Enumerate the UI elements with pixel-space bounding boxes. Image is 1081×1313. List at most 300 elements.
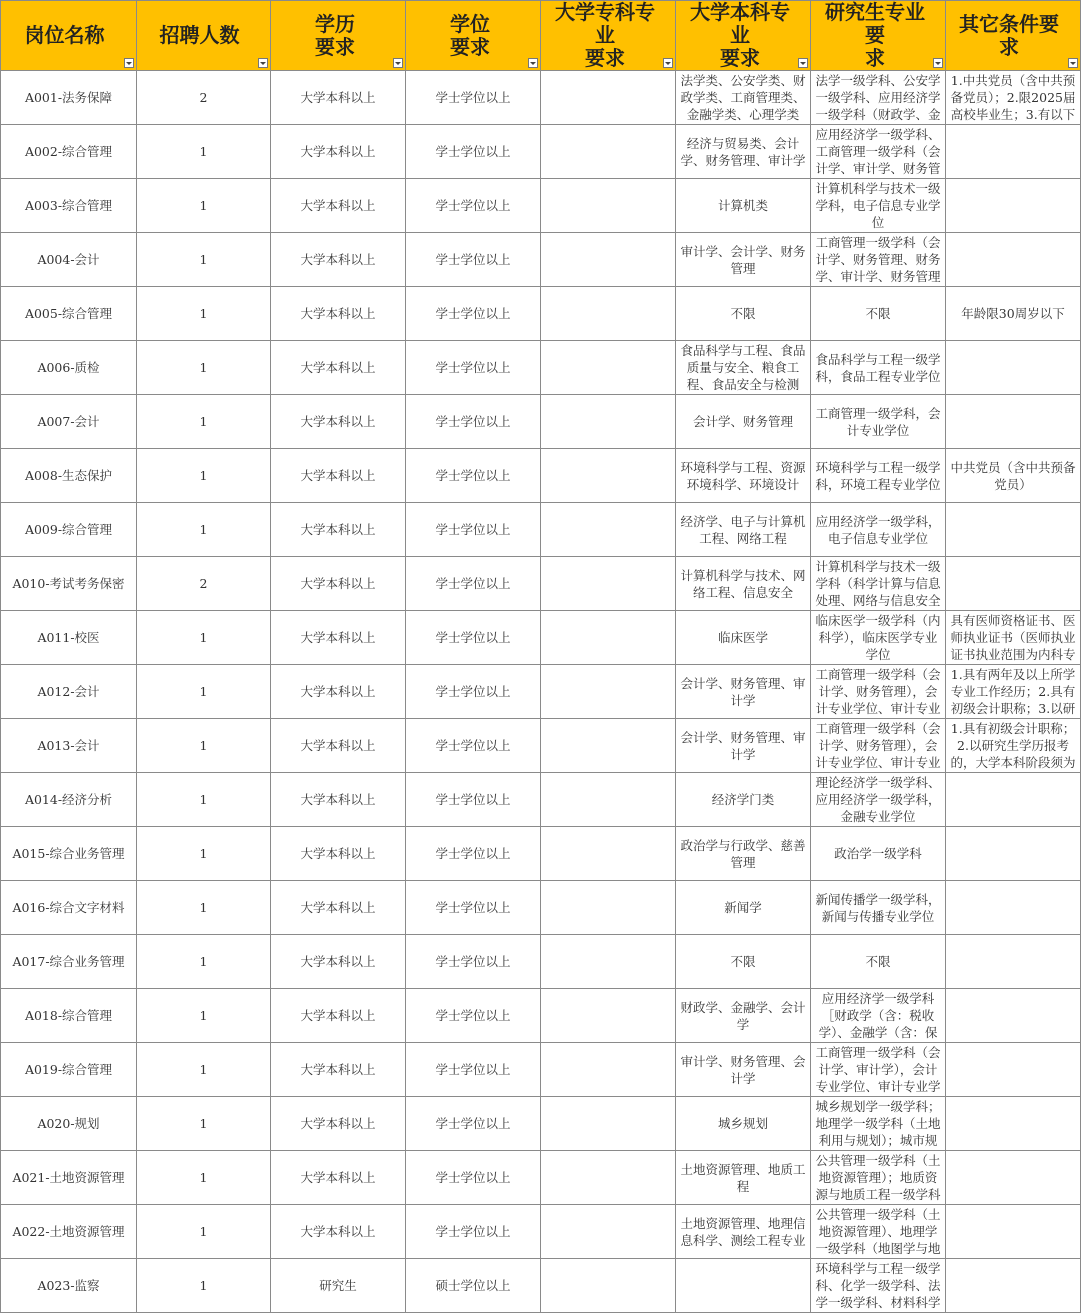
cell-college-major[interactable] [541,287,676,341]
cell-count-text: 2 [199,576,208,591]
cell-bachelor-major[interactable] [676,719,811,773]
cell-position[interactable] [1,1151,137,1205]
cell-degree[interactable] [406,395,541,449]
cell-degree-text: 学士学位以上 [435,198,511,213]
cell-bachelor-major[interactable] [676,827,811,881]
cell-education-text: 大学本科以上 [300,684,376,699]
cell-bachelor-major-text: 土地资源管理、地理信息科学、测绘工程专业 [680,1215,806,1248]
cell-degree[interactable] [406,1151,541,1205]
cell-graduate-major[interactable] [811,773,946,827]
cell-other-text: 1.具有初级会计职称；2.以研究生学历报考的，大学本科阶段须为 [950,721,1076,770]
cell-graduate-major[interactable] [811,71,946,125]
cell-college-major[interactable] [541,989,676,1043]
header-other [946,1,1081,71]
cell-education-text: 大学本科以上 [300,738,376,753]
cell-degree-text: 学士学位以上 [435,252,511,267]
cell-position[interactable] [1,557,137,611]
cell-count[interactable] [137,1205,271,1259]
cell-other[interactable] [946,665,1081,719]
cell-bachelor-major-text: 会计学、财务管理 [692,414,793,429]
filter-dropdown-icon[interactable] [798,58,808,68]
cell-count[interactable] [137,395,271,449]
cell-degree[interactable] [406,773,541,827]
cell-education[interactable] [271,773,406,827]
cell-bachelor-major[interactable] [676,503,811,557]
cell-graduate-major[interactable] [811,1205,946,1259]
cell-education-text: 大学本科以上 [300,522,376,537]
cell-other[interactable] [946,827,1081,881]
cell-other[interactable] [946,287,1081,341]
cell-other[interactable] [946,503,1081,557]
filter-dropdown-icon[interactable] [1068,58,1078,68]
cell-graduate-major[interactable] [811,395,946,449]
cell-graduate-major[interactable] [811,341,946,395]
cell-other[interactable] [946,611,1081,665]
cell-graduate-major[interactable] [811,881,946,935]
cell-bachelor-major-text: 计算机科学与技术、网络工程、信息安全 [680,567,806,600]
cell-bachelor-major-text: 城乡规划 [717,1116,768,1131]
cell-other[interactable] [946,233,1081,287]
cell-graduate-major[interactable] [811,179,946,233]
cell-college-major[interactable] [541,611,676,665]
cell-count[interactable] [137,611,271,665]
cell-graduate-major-text: 计算机科学与技术一级学科（科学计算与信息处理、网络与信息安全 [815,559,941,608]
cell-degree[interactable] [406,71,541,125]
cell-degree[interactable] [406,611,541,665]
cell-degree[interactable] [406,1043,541,1097]
cell-education[interactable] [271,557,406,611]
cell-education[interactable] [271,179,406,233]
cell-college-major[interactable] [541,1205,676,1259]
filter-dropdown-icon[interactable] [258,58,268,68]
cell-other[interactable] [946,935,1081,989]
cell-graduate-major-text: 工商管理一级学科（会计学、财务管理、财务学、审计学、财务管理 [815,235,941,284]
cell-position[interactable] [1,935,137,989]
cell-graduate-major[interactable] [811,1151,946,1205]
cell-count[interactable] [137,557,271,611]
cell-bachelor-major-text: 审计学、会计学、财务管理 [680,243,806,276]
cell-degree-text: 硕士学位以上 [435,1278,511,1293]
cell-graduate-major-text: 不限 [865,954,891,969]
cell-graduate-major[interactable] [811,1097,946,1151]
cell-college-major[interactable] [541,881,676,935]
table-row [1,557,1081,611]
cell-bachelor-major-text: 环境科学与工程、资源环境科学、环境设计 [680,459,806,492]
cell-degree[interactable] [406,557,541,611]
cell-count-text: 1 [199,360,208,375]
cell-position[interactable] [1,341,137,395]
cell-degree[interactable] [406,665,541,719]
cell-education[interactable] [271,1043,406,1097]
cell-graduate-major[interactable] [811,1043,946,1097]
filter-dropdown-icon[interactable] [528,58,538,68]
cell-other[interactable] [946,341,1081,395]
cell-education[interactable] [271,1205,406,1259]
header-college-major-label: 大学专科专业 要求 [555,0,655,70]
cell-bachelor-major[interactable] [676,1097,811,1151]
cell-education[interactable] [271,665,406,719]
cell-degree-text: 学士学位以上 [435,1224,511,1239]
cell-position[interactable] [1,1043,137,1097]
cell-college-major[interactable] [541,935,676,989]
cell-other[interactable] [946,179,1081,233]
cell-other[interactable] [946,1205,1081,1259]
header-other-label: 其它条件要求 [959,11,1059,59]
cell-education[interactable] [271,989,406,1043]
cell-position[interactable] [1,449,137,503]
cell-college-major[interactable] [541,1151,676,1205]
cell-education-text: 大学本科以上 [300,198,376,213]
cell-graduate-major[interactable] [811,935,946,989]
header-graduate-major-label: 研究生专业要 求 [825,0,925,70]
cell-college-major[interactable] [541,503,676,557]
cell-position[interactable] [1,125,137,179]
cell-count[interactable] [137,665,271,719]
cell-graduate-major[interactable] [811,287,946,341]
cell-other-text: 具有医师资格证书、医师执业证书（医师执业证书执业范围为内科专 [950,613,1076,662]
cell-bachelor-major[interactable] [676,665,811,719]
cell-count-text: 1 [199,306,208,321]
cell-degree[interactable] [406,125,541,179]
cell-degree[interactable] [406,989,541,1043]
cell-bachelor-major-text: 不限 [730,306,756,321]
table-row [1,989,1081,1043]
cell-degree[interactable] [406,1205,541,1259]
cell-graduate-major-text: 计算机科学与技术一级学科，电子信息专业学位 [815,181,941,230]
cell-position-text: A007-会计 [37,414,100,429]
cell-bachelor-major[interactable] [676,287,811,341]
cell-graduate-major[interactable] [811,1259,946,1313]
cell-degree-text: 学士学位以上 [435,900,511,915]
cell-position[interactable] [1,503,137,557]
cell-bachelor-major-text: 经济学门类 [711,792,775,807]
cell-count-text: 1 [199,630,208,645]
cell-position[interactable] [1,1205,137,1259]
cell-degree[interactable] [406,1259,541,1313]
cell-count-text: 1 [199,846,208,861]
cell-graduate-major[interactable] [811,125,946,179]
cell-education[interactable] [271,287,406,341]
cell-other[interactable] [946,1259,1081,1313]
cell-education[interactable] [271,935,406,989]
cell-other[interactable] [946,125,1081,179]
cell-graduate-major-text: 政治学一级学科 [834,846,922,861]
cell-count[interactable] [137,881,271,935]
cell-position-text: A022-土地资源管理 [12,1224,125,1239]
cell-count[interactable] [137,935,271,989]
header-education [271,1,406,71]
cell-other[interactable] [946,719,1081,773]
cell-education[interactable] [271,827,406,881]
cell-count[interactable] [137,503,271,557]
cell-count[interactable] [137,1151,271,1205]
table-row [1,1043,1081,1097]
cell-education[interactable] [271,881,406,935]
cell-degree[interactable] [406,179,541,233]
cell-count[interactable] [137,287,271,341]
cell-education[interactable] [271,233,406,287]
cell-degree-text: 学士学位以上 [435,738,511,753]
cell-bachelor-major[interactable] [676,989,811,1043]
cell-count[interactable] [137,1259,271,1313]
cell-graduate-major[interactable] [811,449,946,503]
cell-education[interactable] [271,395,406,449]
cell-count-text: 1 [199,198,208,213]
cell-education[interactable] [271,719,406,773]
cell-bachelor-major-text: 经济学、电子与计算机工程、网络工程 [680,513,806,546]
cell-bachelor-major-text: 审计学、财务管理、会计学 [680,1053,806,1086]
cell-other[interactable] [946,449,1081,503]
cell-position-text: A018-综合管理 [24,1008,113,1023]
cell-position[interactable] [1,287,137,341]
cell-count-text: 1 [199,1116,208,1131]
cell-degree-text: 学士学位以上 [435,954,511,969]
cell-education[interactable] [271,71,406,125]
cell-bachelor-major[interactable] [676,1205,811,1259]
cell-graduate-major[interactable] [811,719,946,773]
header-college-major [541,1,676,71]
cell-degree-text: 学士学位以上 [435,522,511,537]
cell-college-major[interactable] [541,125,676,179]
cell-count[interactable] [137,125,271,179]
cell-other[interactable] [946,881,1081,935]
cell-degree-text: 学士学位以上 [435,306,511,321]
cell-position[interactable] [1,233,137,287]
cell-college-major[interactable] [541,773,676,827]
cell-count[interactable] [137,179,271,233]
table-row [1,773,1081,827]
cell-count[interactable] [137,989,271,1043]
cell-position[interactable] [1,395,137,449]
cell-count[interactable] [137,827,271,881]
cell-count[interactable] [137,1043,271,1097]
cell-graduate-major-text: 工商管理一级学科（会计学、财务管理），会计专业学位、审计专业 [815,721,941,770]
cell-college-major[interactable] [541,719,676,773]
cell-other[interactable] [946,773,1081,827]
cell-education-text: 大学本科以上 [300,900,376,915]
cell-position-text: A015-综合业务管理 [12,846,125,861]
table-row [1,665,1081,719]
cell-graduate-major-text: 环境科学与工程一级学科、化学一级学科、法学一级学科、材料科学 [815,1261,941,1310]
cell-graduate-major[interactable] [811,233,946,287]
cell-college-major[interactable] [541,665,676,719]
cell-college-major[interactable] [541,557,676,611]
cell-college-major[interactable] [541,827,676,881]
cell-bachelor-major-text: 计算机类 [717,198,768,213]
cell-education-text: 大学本科以上 [300,1008,376,1023]
cell-degree[interactable] [406,935,541,989]
cell-count[interactable] [137,1097,271,1151]
cell-bachelor-major-text: 政治学与行政学、慈善管理 [680,837,806,870]
cell-education[interactable] [271,125,406,179]
cell-other[interactable] [946,71,1081,125]
filter-dropdown-icon[interactable] [933,58,943,68]
cell-education-text: 大学本科以上 [300,954,376,969]
cell-college-major[interactable] [541,179,676,233]
cell-bachelor-major[interactable] [676,881,811,935]
table-row [1,395,1081,449]
cell-bachelor-major[interactable] [676,233,811,287]
cell-college-major[interactable] [541,1097,676,1151]
cell-count-text: 1 [199,738,208,753]
header-bachelor-major-label: 大学本科专业 要求 [690,0,790,70]
cell-position[interactable] [1,611,137,665]
cell-count-text: 1 [199,684,208,699]
cell-education[interactable] [271,341,406,395]
cell-position[interactable] [1,989,137,1043]
cell-graduate-major-text: 应用经济学一级学科、工商管理一级学科（会计学、审计学、财务管 [815,127,941,176]
cell-degree[interactable] [406,503,541,557]
cell-position-text: A010-考试考务保密 [12,576,125,591]
cell-education[interactable] [271,1259,406,1313]
cell-graduate-major-text: 城乡规划学一级学科；地理学一级学科（土地利用与规划）；城市规 [815,1099,941,1148]
cell-count-text: 1 [199,954,208,969]
cell-count-text: 1 [199,1278,208,1293]
cell-degree[interactable] [406,449,541,503]
cell-count[interactable] [137,719,271,773]
cell-count-text: 1 [199,522,208,537]
cell-other[interactable] [946,1151,1081,1205]
cell-graduate-major[interactable] [811,611,946,665]
cell-graduate-major-text: 公共管理一级学科（土地资源管理）；地质资源与地质工程一级学科 [815,1153,941,1202]
table-row [1,1097,1081,1151]
cell-other[interactable] [946,989,1081,1043]
table-row [1,449,1081,503]
cell-bachelor-major[interactable] [676,1259,811,1313]
cell-bachelor-major[interactable] [676,1151,811,1205]
cell-position[interactable] [1,827,137,881]
cell-degree[interactable] [406,827,541,881]
cell-other[interactable] [946,395,1081,449]
cell-count-text: 1 [199,792,208,807]
cell-college-major[interactable] [541,1043,676,1097]
cell-education-text: 大学本科以上 [300,1062,376,1077]
cell-position-text: A002-综合管理 [24,144,113,159]
cell-count[interactable] [137,773,271,827]
table-row [1,827,1081,881]
cell-graduate-major[interactable] [811,503,946,557]
cell-count[interactable] [137,341,271,395]
cell-college-major[interactable] [541,1259,676,1313]
cell-college-major[interactable] [541,233,676,287]
cell-position[interactable] [1,179,137,233]
cell-position[interactable] [1,881,137,935]
cell-education-text: 大学本科以上 [300,630,376,645]
cell-other[interactable] [946,557,1081,611]
cell-graduate-major[interactable] [811,827,946,881]
cell-education[interactable] [271,503,406,557]
cell-count[interactable] [137,233,271,287]
cell-education[interactable] [271,1097,406,1151]
cell-graduate-major-text: 公共管理一级学科（土地资源管理）、地理学一级学科（地图学与地 [815,1207,941,1256]
cell-education-text: 大学本科以上 [300,306,376,321]
cell-bachelor-major[interactable] [676,179,811,233]
cell-degree-text: 学士学位以上 [435,468,511,483]
cell-graduate-major[interactable] [811,665,946,719]
table-row [1,341,1081,395]
cell-bachelor-major[interactable] [676,935,811,989]
cell-bachelor-major[interactable] [676,773,811,827]
table-row [1,503,1081,557]
cell-bachelor-major[interactable] [676,557,811,611]
cell-position[interactable] [1,1259,137,1313]
table-row [1,1205,1081,1259]
cell-college-major[interactable] [541,341,676,395]
cell-degree[interactable] [406,341,541,395]
cell-count-text: 1 [199,1170,208,1185]
cell-count[interactable] [137,449,271,503]
cell-bachelor-major-text: 不限 [730,954,756,969]
cell-education[interactable] [271,611,406,665]
cell-bachelor-major[interactable] [676,125,811,179]
cell-bachelor-major[interactable] [676,395,811,449]
filter-dropdown-icon[interactable] [124,58,134,68]
cell-bachelor-major[interactable] [676,341,811,395]
header-education-label: 学历 要求 [315,11,355,59]
cell-education-text: 大学本科以上 [300,414,376,429]
cell-position-text: A020-规划 [37,1116,100,1131]
cell-position[interactable] [1,719,137,773]
cell-education-text: 大学本科以上 [300,252,376,267]
cell-position[interactable] [1,71,137,125]
cell-degree[interactable] [406,1097,541,1151]
cell-other[interactable] [946,1097,1081,1151]
cell-bachelor-major[interactable] [676,1043,811,1097]
cell-graduate-major[interactable] [811,557,946,611]
cell-education[interactable] [271,449,406,503]
cell-count-text: 1 [199,900,208,915]
cell-graduate-major-text: 工商管理一级学科，会计专业学位 [815,405,941,438]
filter-dropdown-icon[interactable] [393,58,403,68]
cell-position[interactable] [1,665,137,719]
cell-degree-text: 学士学位以上 [435,1008,511,1023]
cell-other-text: 1.具有两年及以上所学专业工作经历；2.具有初级会计职称；3.以研 [950,667,1076,716]
cell-bachelor-major[interactable] [676,611,811,665]
cell-position-text: A011-校医 [37,630,100,645]
cell-education[interactable] [271,1151,406,1205]
table-row [1,287,1081,341]
cell-bachelor-major-text: 法学类、公安学类、财政学类、工商管理类、金融学类、心理学类 [680,73,806,122]
cell-degree[interactable] [406,719,541,773]
cell-education-text: 大学本科以上 [300,144,376,159]
cell-position-text: A012-会计 [37,684,100,699]
cell-bachelor-major[interactable] [676,71,811,125]
cell-education-text: 大学本科以上 [300,468,376,483]
table-row [1,233,1081,287]
filter-dropdown-icon[interactable] [663,58,673,68]
cell-position[interactable] [1,1097,137,1151]
cell-degree-text: 学士学位以上 [435,846,511,861]
header-degree-label: 学位 要求 [450,11,490,59]
cell-graduate-major-text: 新闻传播学一级学科，新闻与传播专业学位 [815,891,941,924]
cell-count[interactable] [137,71,271,125]
cell-position-text: A016-综合文字材料 [12,900,125,915]
cell-other[interactable] [946,1043,1081,1097]
cell-graduate-major[interactable] [811,989,946,1043]
cell-position[interactable] [1,773,137,827]
cell-college-major[interactable] [541,71,676,125]
cell-bachelor-major[interactable] [676,449,811,503]
cell-degree[interactable] [406,881,541,935]
cell-count-text: 1 [199,468,208,483]
cell-college-major[interactable] [541,395,676,449]
cell-degree[interactable] [406,233,541,287]
cell-college-major[interactable] [541,449,676,503]
cell-bachelor-major-text: 新闻学 [724,900,762,915]
cell-degree[interactable] [406,287,541,341]
cell-count-text: 1 [199,1008,208,1023]
cell-graduate-major-text: 工商管理一级学科（会计学、财务管理），会计专业学位、审计专业 [815,667,941,716]
